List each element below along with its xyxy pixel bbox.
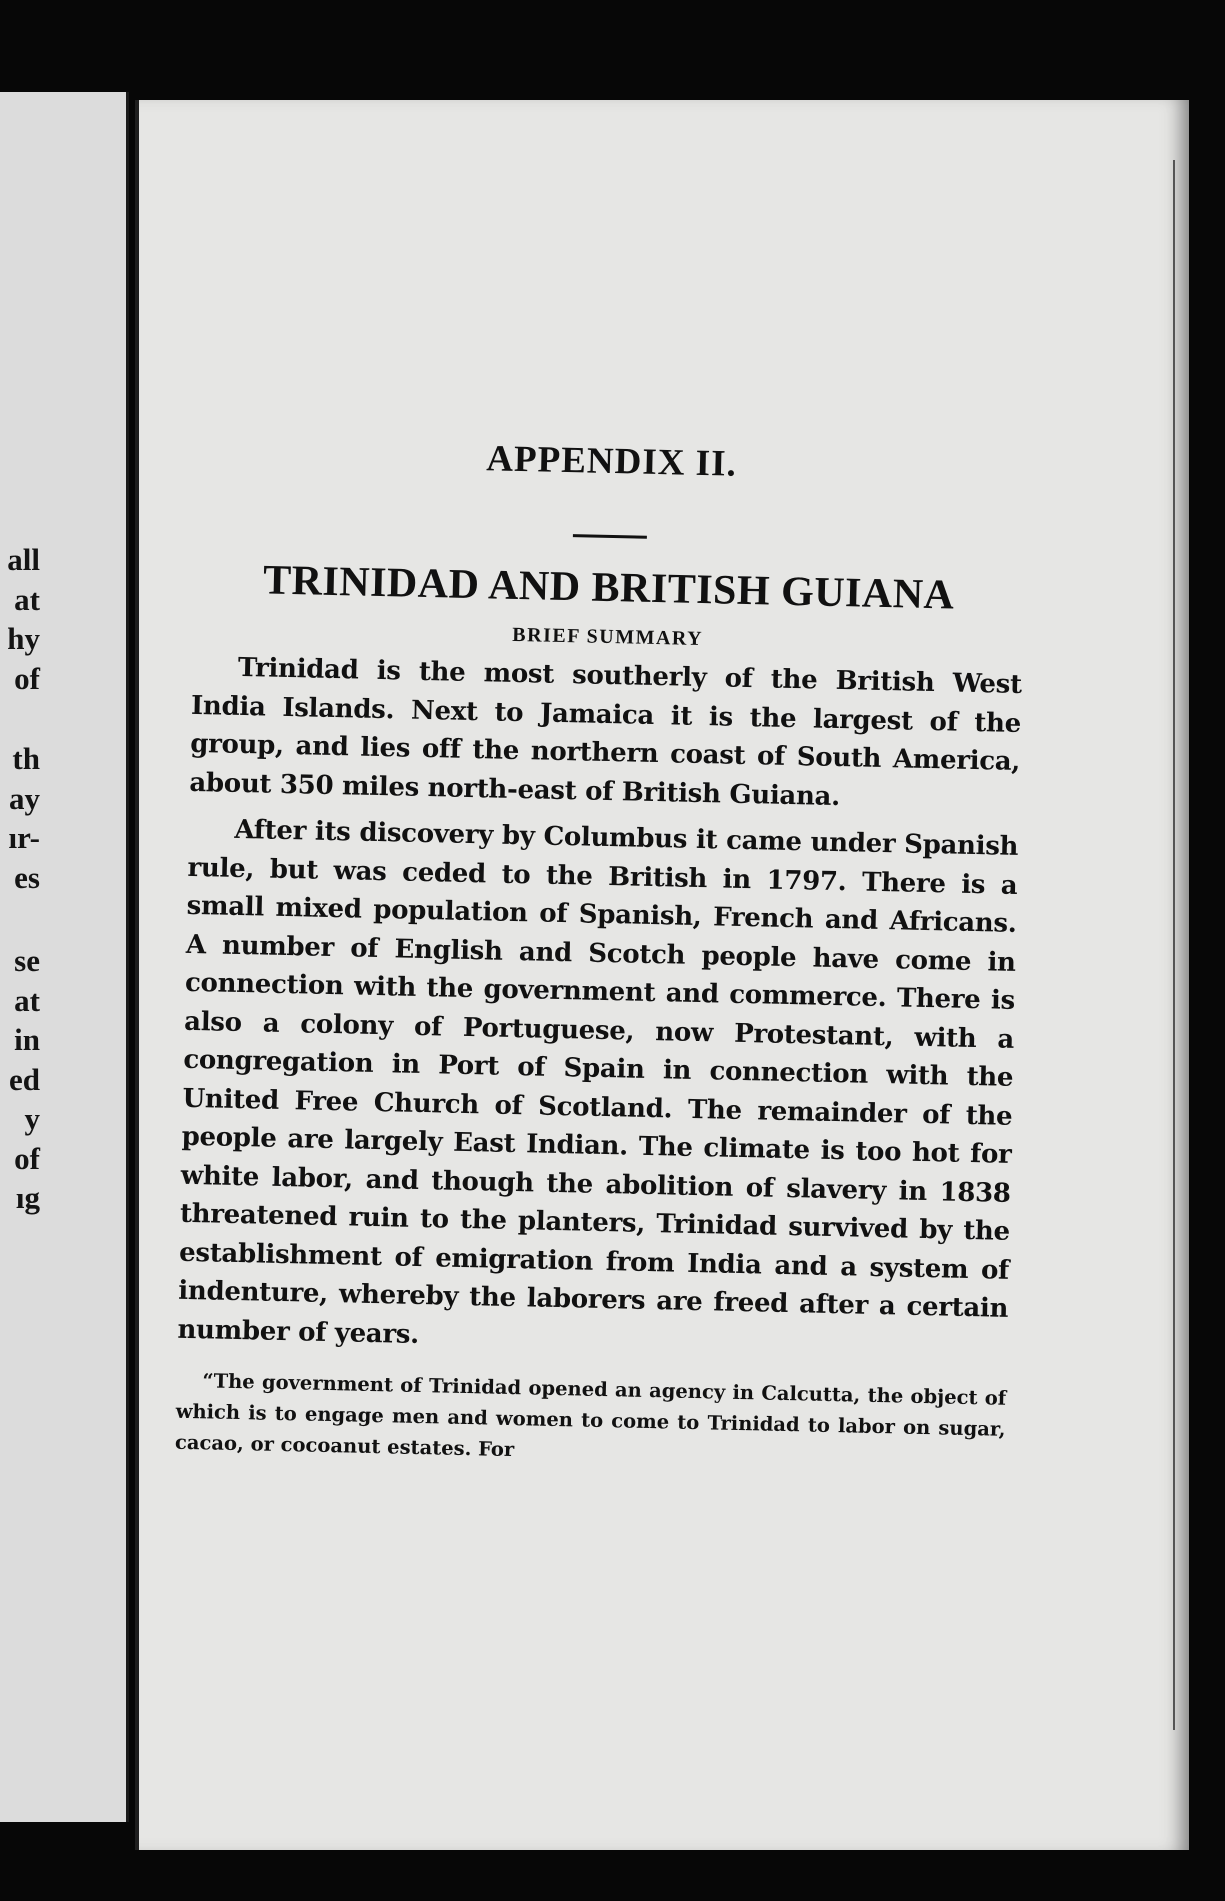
fragment: ır-: [8, 820, 40, 855]
fragment: ıg: [15, 1180, 40, 1215]
fragment: in: [14, 1022, 40, 1057]
heading-rule: [573, 534, 647, 539]
fragment: th: [12, 741, 40, 776]
book-page: [135, 100, 1189, 1850]
fragment: all: [7, 542, 40, 577]
body-paragraph: Trinidad is the most southerly of the British West India Islands. Next to Jamaica it is the largest of the group, and lies off the northern coast of South America, about 350 miles north-east of British Guiana.: [189, 652, 1023, 812]
page-content: [175, 431, 1027, 1476]
fragment: at: [14, 581, 40, 617]
fragment: ay: [9, 780, 40, 816]
fragment: es: [14, 859, 40, 895]
fragment: hy: [7, 621, 40, 656]
fragment: at: [14, 982, 40, 1018]
fragment: se: [14, 943, 40, 978]
fragment: of: [14, 660, 40, 696]
chapter-subtitle: BRIEF SUMMARY: [512, 623, 704, 651]
quoted-passage: “The government of Trinidad opened an agency in Calcutta, the object of which is to engage men and women to come to Trinidad to labor on sugar, cacao, or cocoanut estates. For: [174, 1369, 1007, 1462]
body-paragraph: After its discovery by Columbus it came under Spanish rule, but was ceded to the British in 1797. There is a small mixed population of Spanish, French and Africans. A number of English and Scotch people have come in connection with the government and commerce. There is also a colony of Portuguese, now Protestant, with a congregation in Port of Spain in connection with the United Free Church of Scotland. The remainder of the people are largely East Indian. The climate is too hot for white labor, and though the abolition of slavery in 1838 threatened ruin to the planters, Trinidad survived by the establishment of emigration from India and a system of indenture, whereby the laborers are freed after a certain number of years.: [177, 814, 1019, 1350]
fragment: y: [24, 1101, 40, 1136]
fragment: ed: [9, 1061, 40, 1097]
chapter-title: TRINIDAD AND BRITISH GUIANA: [262, 557, 955, 619]
appendix-heading: APPENDIX II.: [485, 438, 738, 485]
fragment: of: [14, 1140, 40, 1176]
facing-page-text: [0, 540, 40, 1218]
facing-page: [0, 92, 129, 1822]
